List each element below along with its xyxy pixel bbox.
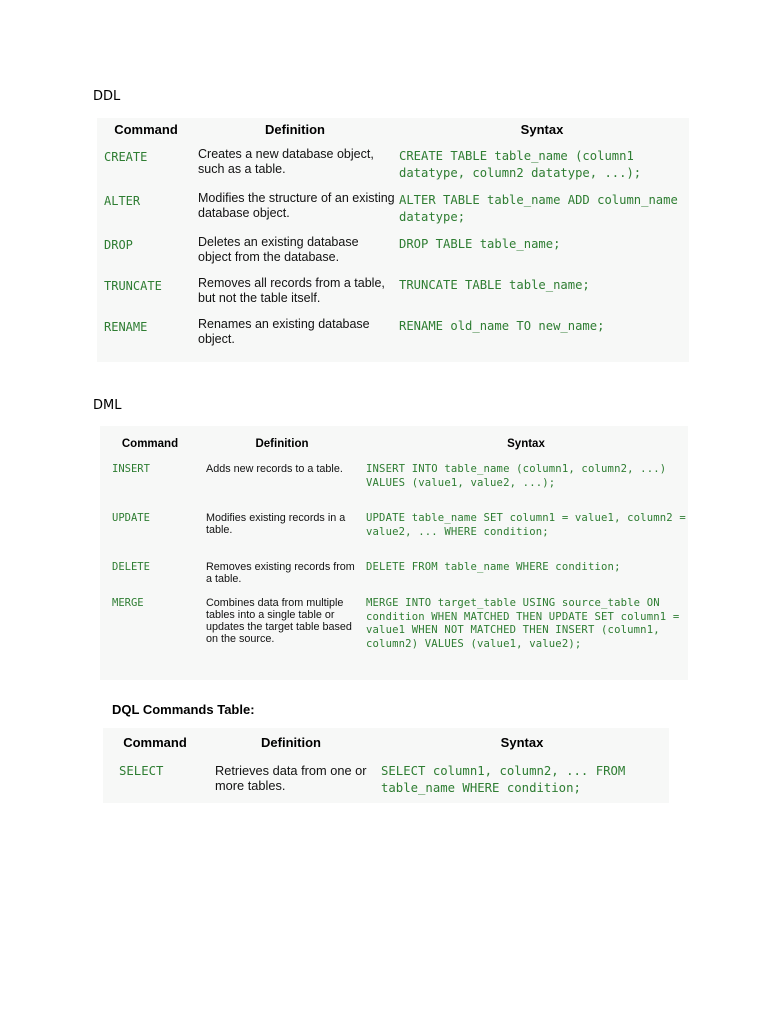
table-header-row — [103, 728, 669, 760]
table-row — [100, 597, 688, 681]
syntax-cell: RENAME old_name TO new_name; — [399, 319, 605, 333]
table-row — [97, 235, 689, 276]
table-row — [100, 561, 688, 597]
syntax-header: Syntax — [520, 122, 564, 137]
command-cell: UPDATE — [112, 512, 150, 524]
syntax-header: Syntax — [500, 735, 544, 750]
table-row — [100, 512, 688, 561]
syntax-cell: CREATE TABLE table_name (column1 datatype, column2 datatype, ...); — [399, 149, 642, 180]
definition-cell: Deletes an existing database object from the database. — [198, 235, 359, 264]
definition-header: Definition — [261, 735, 321, 750]
dql-commands-table — [103, 728, 669, 803]
table-row — [100, 463, 688, 512]
command-header: Command — [114, 122, 178, 137]
dml-section-label: DML — [93, 398, 122, 413]
command-cell: TRUNCATE — [104, 279, 162, 293]
definition-header: Definition — [255, 438, 309, 450]
syntax-cell: DROP TABLE table_name; — [399, 237, 561, 251]
table-row — [97, 317, 689, 358]
definition-cell: Removes existing records from a table. — [206, 561, 355, 585]
definition-cell: Creates a new database object, such as a table. — [198, 147, 374, 176]
command-cell: ALTER — [104, 194, 141, 208]
syntax-cell: TRUNCATE TABLE table_name; — [399, 278, 590, 292]
command-cell: INSERT — [112, 463, 150, 475]
definition-cell: Modifies existing records in a table. — [206, 512, 346, 536]
syntax-cell: UPDATE table_name SET column1 = value1, column2 = value2, ... WHERE condition; — [366, 512, 686, 538]
ddl-section-label: DDL — [93, 89, 121, 104]
definition-cell: Combines data from multiple tables into a single table or updates the target table based on the source. — [206, 597, 352, 645]
definition-cell: Modifies the structure of an existing database object. — [198, 191, 395, 220]
syntax-cell: ALTER TABLE table_name ADD column_name datatype; — [399, 193, 678, 224]
command-header: Command — [123, 735, 187, 750]
table-row — [97, 191, 689, 235]
definition-header: Definition — [265, 122, 325, 137]
dml-commands-table — [100, 426, 688, 680]
command-cell: DROP — [104, 238, 133, 252]
syntax-cell: MERGE INTO target_table USING source_table ON condition WHEN MATCHED THEN UPDATE SET column1 = value1 WHEN NOT MATCHED THEN INSERT (column1, column2) VALUES (value1, value2); — [366, 597, 680, 650]
syntax-cell: INSERT INTO table_name (column1, column2, ...) VALUES (value1, value2, ...); — [366, 463, 667, 489]
command-cell: MERGE — [112, 597, 144, 609]
definition-cell: Renames an existing database object. — [198, 317, 370, 346]
syntax-cell: SELECT column1, column2, ... FROM table_name WHERE condition; — [381, 764, 626, 795]
table-row — [103, 760, 669, 798]
command-cell: DELETE — [112, 561, 150, 573]
definition-cell: Retrieves data from one or more tables. — [215, 763, 367, 793]
ddl-commands-table — [97, 118, 689, 362]
table-header-row — [100, 426, 688, 463]
command-cell: RENAME — [104, 320, 148, 334]
table-row — [97, 276, 689, 317]
command-cell: CREATE — [104, 150, 148, 164]
definition-cell: Adds new records to a table. — [206, 463, 343, 475]
table-row — [97, 147, 689, 191]
command-header: Command — [121, 438, 179, 450]
definition-cell: Removes all records from a table, but not the table itself. — [198, 276, 385, 305]
syntax-header: Syntax — [507, 438, 545, 450]
table-header-row — [97, 118, 689, 147]
syntax-cell: DELETE FROM table_name WHERE condition; — [366, 561, 621, 573]
command-cell: SELECT — [119, 764, 164, 778]
dql-table-title: DQL Commands Table: — [112, 702, 255, 717]
